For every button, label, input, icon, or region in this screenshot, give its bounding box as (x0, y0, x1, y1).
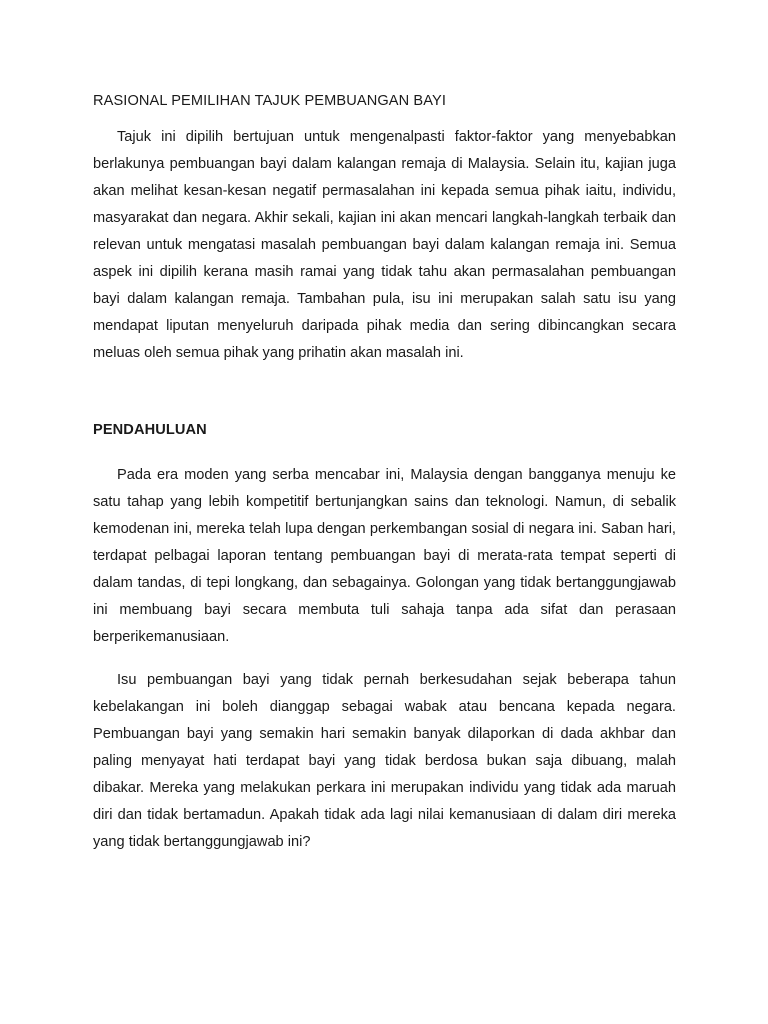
paragraph-pendahuluan-1: Pada era moden yang serba mencabar ini, Malaysia dengan bangganya menuju ke satu tahap yang lebih kompetitif bertunjangkan sains dan teknologi. Namun, di sebalik kemodenan ini, mereka telah lupa dengan perkembangan sosial di negara ini. Saban hari, terdapat pelbagai laporan tentang pembuangan bayi di merata-rata tempat seperti di dalam tandas, di tepi longkang, dan sebagainya. Golongan yang tidak bertanggungjawab ini membuang bayi secara membuta tuli sahaja tanpa ada sifat dan perasaan berperikemanusiaan. (93, 467, 676, 645)
paragraph-rasional: Tajuk ini dipilih bertujuan untuk mengenalpasti faktor-faktor yang menyebabkan berlakunya pembuangan bayi dalam kalangan remaja di Malaysia. Selain itu, kajian juga akan melihat kesan-kesan negatif permasalahan ini kepada semua pihak iaitu, individu, masyarakat dan negara. Akhir sekali, kajian ini akan mencari langkah-langkah terbaik dan relevan untuk mengatasi masalah pembuangan bayi dalam kalangan remaja ini. Semua aspek ini dipilih kerana masih ramai yang tidak tahu akan permasalahan pembuangan bayi dalam kalangan remaja. Tambahan pula, isu ini merupakan salah satu isu yang mendapat liputan menyeluruh daripada pihak media dan sering dibincangkan secara meluas oleh semua pihak yang prihatin akan masalah ini. (93, 129, 676, 361)
document-body (93, 91, 676, 856)
paragraph-pendahuluan-2: Isu pembuangan bayi yang tidak pernah berkesudahan sejak beberapa tahun kebelakangan ini boleh dianggap sebagai wabak atau bencana kepada negara. Pembuangan bayi yang semakin hari semakin banyak dilaporkan di dada akhbar dan paling menyayat hati terdapat bayi yang tidak berdosa bukan saja dibuang, malah dibakar. Mereka yang melakukan perkara ini merupakan individu yang tidak ada maruah diri dan tidak bertamadun. Apakah tidak ada lagi nilai kemanusiaan di dalam diri mereka yang tidak bertanggungjawab ini? (93, 672, 676, 850)
section-heading-pendahuluan: PENDAHULUAN (93, 422, 207, 438)
section-heading-rasional: RASIONAL PEMILIHAN TAJUK PEMBUANGAN BAYI (93, 93, 446, 109)
